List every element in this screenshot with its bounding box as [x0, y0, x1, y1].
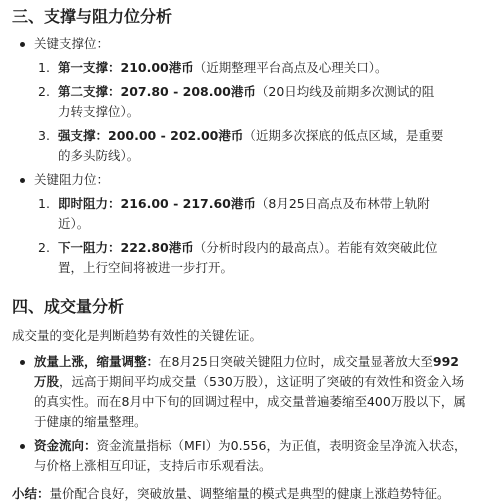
level-value: 222.80港币	[120, 240, 194, 255]
level-value: 207.80 - 208.00港币	[120, 84, 256, 99]
support-levels	[34, 58, 470, 166]
item-number: 1.	[38, 60, 50, 75]
level-value: 200.00 - 202.00港币	[108, 128, 244, 143]
level-value: 216.00 - 217.60港币	[120, 196, 256, 211]
level-name: 第二支撑：	[58, 84, 121, 99]
section-title-support-resistance: 三、支撑与阻力位分析	[12, 7, 173, 26]
support-label: 关键支撑位：	[34, 36, 110, 51]
level-note: （8月25日高点及布林带上轨附近）。	[58, 196, 430, 231]
item-number: 1.	[38, 196, 50, 211]
level-name: 强支撑：	[58, 128, 109, 143]
summary	[12, 484, 470, 504]
point-text: 在8月25日突破关键阻力位时，成交量显著放大至	[159, 354, 433, 369]
level-name: 下一阻力：	[58, 240, 121, 255]
support-level-item	[34, 82, 470, 122]
support-level-item	[34, 58, 470, 78]
support-block	[12, 34, 470, 166]
summary-text: 量价配合良好，突破放量、调整缩量的模式是典型的健康上涨趋势特征。	[49, 486, 450, 501]
level-note: （近期多次探底的低点区域，是重要的多头防线）。	[58, 128, 444, 163]
resistance-levels	[34, 194, 470, 278]
point-highlight: 992万股	[34, 354, 459, 389]
support-resistance-list	[12, 34, 470, 278]
level-name: 第一支撑：	[58, 60, 121, 75]
volume-intro: 成交量的变化是判断趋势有效性的关键佐证。	[12, 328, 263, 343]
point-text: 资金流量指标（MFI）为0.556，为正值，表明资金呈净流入状态，与价格上涨相互印证，支持后市乐观看法。	[34, 438, 467, 473]
point-lead: 放量上涨，缩量调整：	[34, 354, 160, 369]
item-number: 2.	[38, 84, 50, 99]
summary-label: 小结：	[12, 486, 50, 501]
point-text-cont: ，远高于期间平均成交量（530万股），这证明了突破的有效性和资金入场的真实性。而在8月中下旬的回调过程中，成交量普遍萎缩至400万股以下，属于健康的缩量整理。	[34, 374, 466, 429]
point-lead: 资金流向：	[34, 438, 97, 453]
resistance-block	[12, 170, 470, 278]
volume-point	[12, 352, 470, 432]
level-value: 210.00港币	[120, 60, 194, 75]
level-note: （20日均线及前期多次测试的阻力转支撑位）。	[58, 84, 435, 119]
level-note: （近期整理平台高点及心理关口）。	[193, 60, 388, 75]
resistance-label: 关键阻力位：	[34, 172, 110, 187]
item-number: 2.	[38, 240, 50, 255]
level-name: 即时阻力：	[58, 196, 121, 211]
volume-points	[12, 352, 470, 476]
volume-point	[12, 436, 470, 476]
resistance-level-item	[34, 194, 470, 234]
support-level-item	[34, 126, 470, 166]
item-number: 3.	[38, 128, 50, 143]
level-note: （分析时段内的最高点）。若能有效突破此位置，上行空间将被进一步打开。	[58, 240, 438, 275]
section-title-volume: 四、成交量分析	[12, 297, 125, 316]
resistance-level-item	[34, 238, 470, 278]
